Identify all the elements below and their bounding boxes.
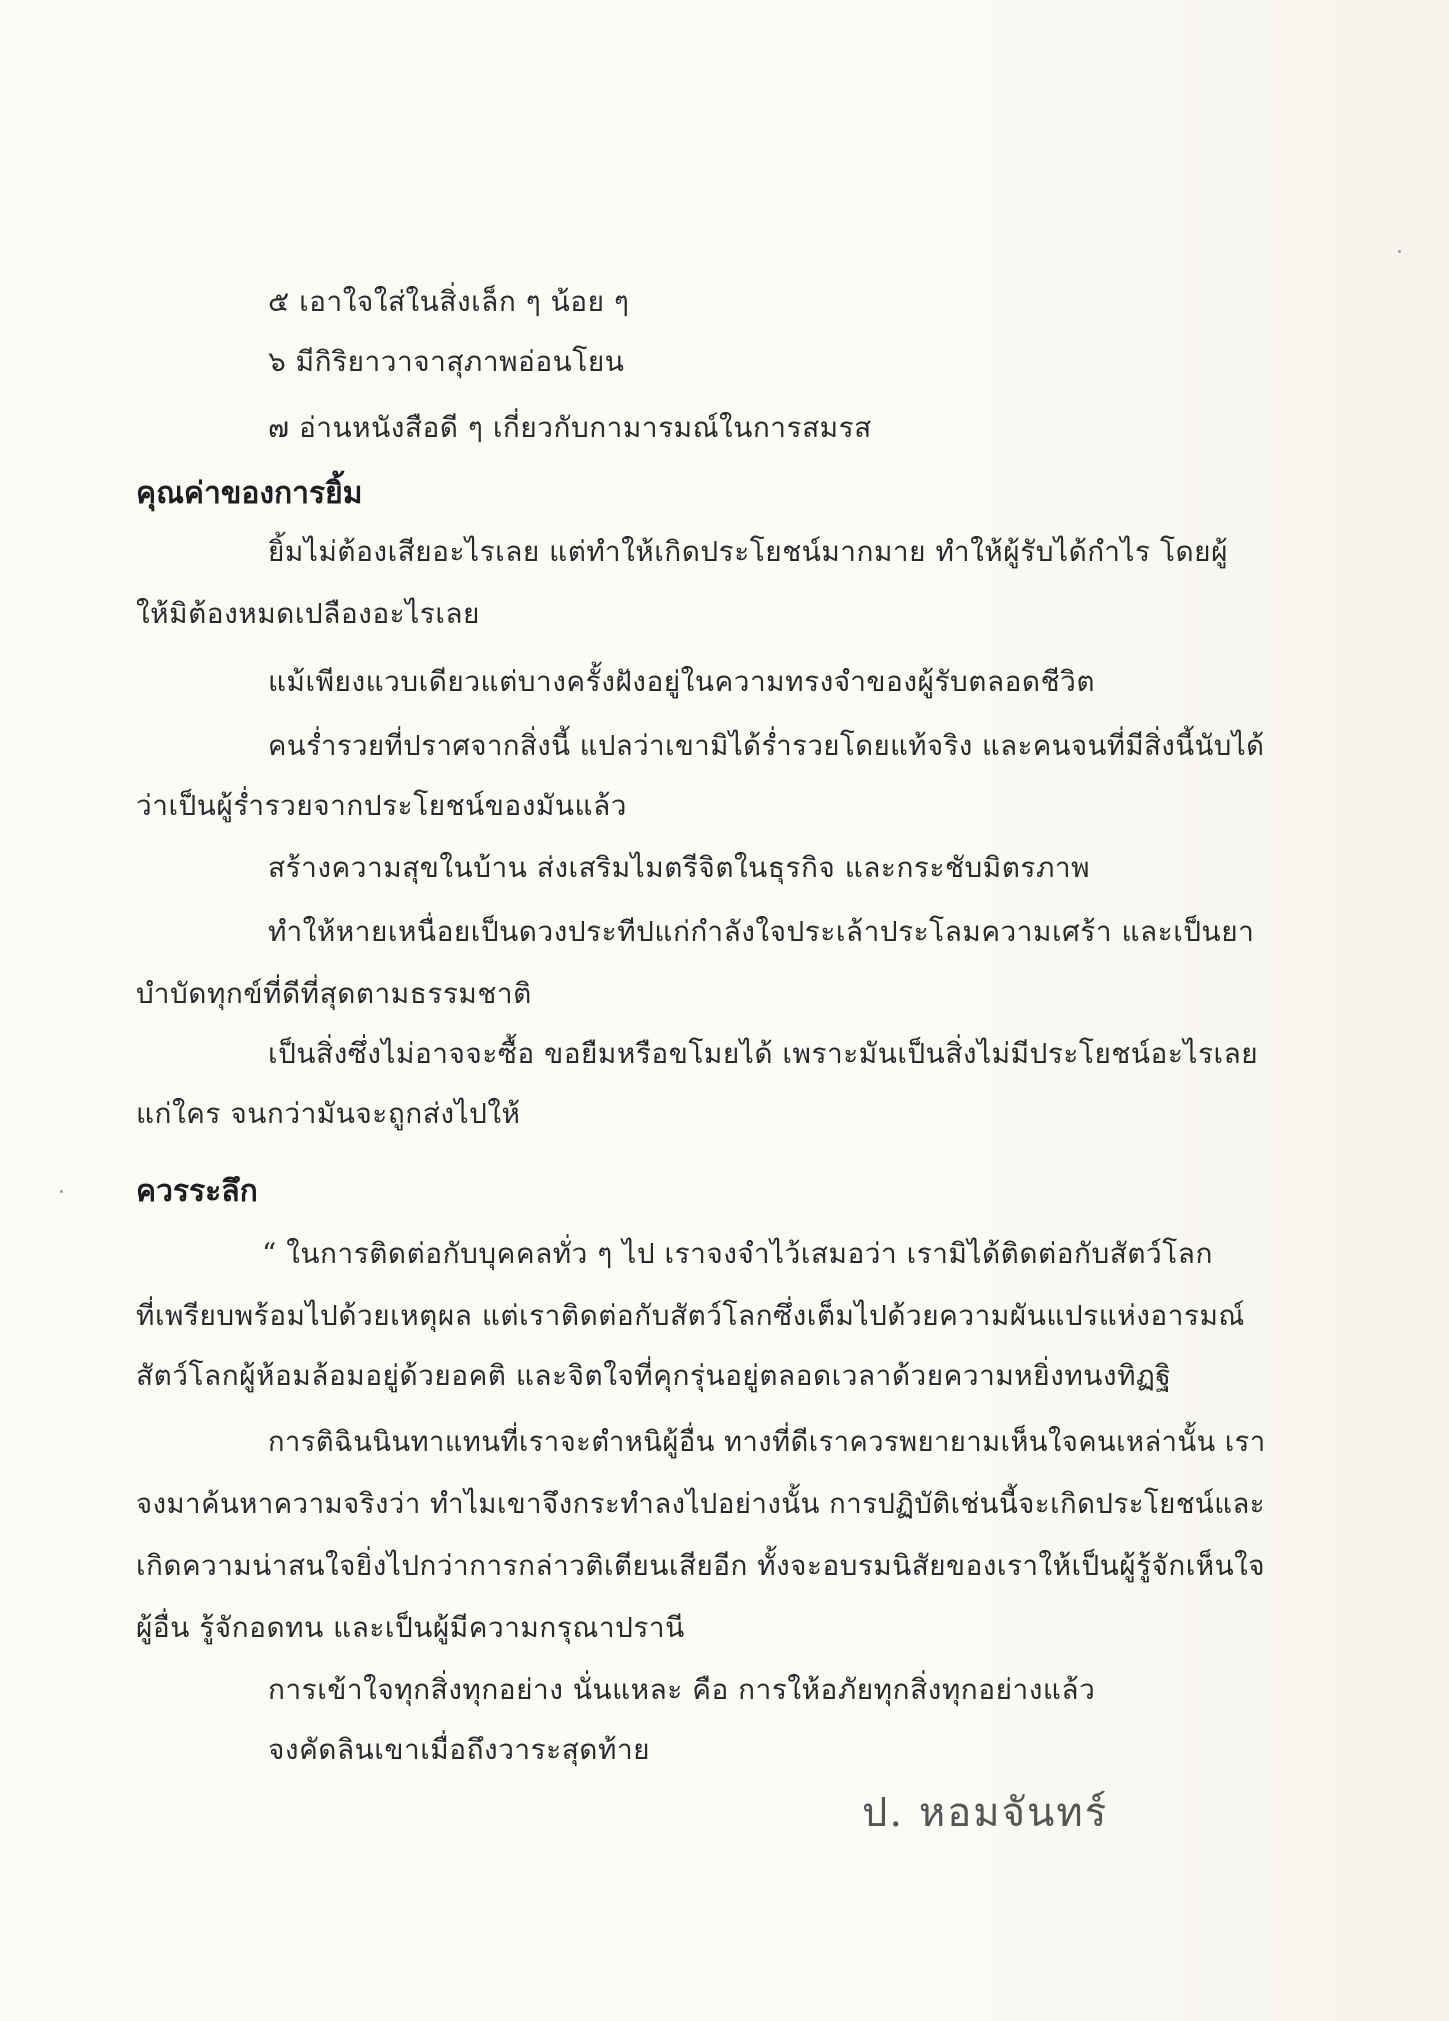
paragraph-line: จงมาค้นหาความจริงว่า ทำไมเขาจึงกระทำลงไปอย่างนั้น การปฏิบัติเช่นนี้จะเกิดประโยชน์และ	[136, 1487, 1266, 1520]
scan-speck	[1398, 250, 1401, 253]
paragraph-line: ที่เพรียบพร้อมไปด้วยเหตุผล แต่เราติดต่อกับสัตว์โลกซึ่งเต็มไปด้วยความผันแปรแห่งอารมณ์	[136, 1299, 1245, 1332]
list-item-7: ๗ อ่านหนังสือดี ๆ เกี่ยวกับกามารมณ์ในการสมรส	[268, 411, 872, 444]
paragraph-line: เกิดความน่าสนใจยิ่งไปกว่าการกล่าวติเตียนเสียอีก ทั้งจะอบรมนิสัยของเราให้เป็นผู้รู้จักเห็นใจ	[136, 1549, 1266, 1582]
paragraph-line: สัตว์โลกผู้ห้อมล้อมอยู่ด้วยอคติ และจิตใจที่คุกรุ่นอยู่ตลอดเวลาด้วยความหยิ่งทนงทิฏฐิ	[136, 1359, 1172, 1392]
paragraph-line: ว่าเป็นผู้ร่ำรวยจากประโยชน์ของมันแล้ว	[136, 789, 627, 822]
paragraph-line: เป็นสิ่งซึ่งไม่อาจจะซื้อ ขอยืมหรือขโมยได้ เพราะมันเป็นสิ่งไม่มีประโยชน์อะไรเลย	[268, 1037, 1259, 1070]
paragraph-line: การเข้าใจทุกสิ่งทุกอย่าง นั่นแหละ คือ การให้อภัยทุกสิ่งทุกอย่างแล้ว	[268, 1673, 1096, 1706]
paragraph-line: การติฉินนินทาแทนที่เราจะตำหนิผู้อื่น ทางที่ดีเราควรพยายามเห็นใจคนเหล่านั้น เรา	[268, 1425, 1266, 1458]
list-item-5: ๕ เอาใจใส่ในสิ่งเล็ก ๆ น้อย ๆ	[268, 285, 630, 318]
paragraph-line: ทำให้หายเหนื่อยเป็นดวงประทีปแก่กำลังใจประเล้าประโลมความเศร้า และเป็นยา	[268, 915, 1255, 948]
paragraph-line: จงคัดลินเขาเมื่อถึงวาระสุดท้าย	[268, 1733, 651, 1766]
section-heading-smile-value: คุณค่าของการยิ้ม	[136, 476, 363, 511]
paragraph-line: ให้มิต้องหมดเปลืองอะไรเลย	[136, 597, 480, 630]
paragraph-line: คนร่ำรวยที่ปราศจากสิ่งนี้ แปลว่าเขามิได้ร่ำรวยโดยแท้จริง และคนจนที่มีสิ่งนี้นับได้	[268, 729, 1265, 762]
scan-speck	[60, 1190, 63, 1193]
paragraph-line: “ ในการติดต่อกับบุคคลทั่ว ๆ ไป เราจงจำไว้เสมอว่า เรามิได้ติดต่อกับสัตว์โลก	[262, 1237, 1213, 1270]
signature: ป. หอมจันทร์	[862, 1790, 1109, 1836]
paragraph-line: บำบัดทุกข์ที่ดีที่สุดตามธรรมชาติ	[136, 977, 532, 1010]
paragraph-line: ยิ้มไม่ต้องเสียอะไรเลย แต่ทำให้เกิดประโยชน์มากมาย ทำให้ผู้รับได้กำไร โดยผู้	[268, 535, 1228, 568]
paragraph-line: ผู้อื่น รู้จักอดทน และเป็นผู้มีความกรุณาปรานี	[136, 1611, 685, 1644]
paragraph-line: แก่ใคร จนกว่ามันจะถูกส่งไปให้	[136, 1097, 521, 1130]
list-item-6: ๖ มีกิริยาวาจาสุภาพอ่อนโยน	[268, 345, 625, 378]
section-heading-should-remember: ควรระลึก	[136, 1174, 258, 1209]
paragraph-line: แม้เพียงแวบเดียวแต่บางครั้งฝังอยู่ในความทรงจำของผู้รับตลอดชีวิต	[268, 665, 1096, 698]
paragraph-line: สร้างความสุขในบ้าน ส่งเสริมไมตรีจิตในธุรกิจ และกระชับมิตรภาพ	[268, 851, 1091, 884]
